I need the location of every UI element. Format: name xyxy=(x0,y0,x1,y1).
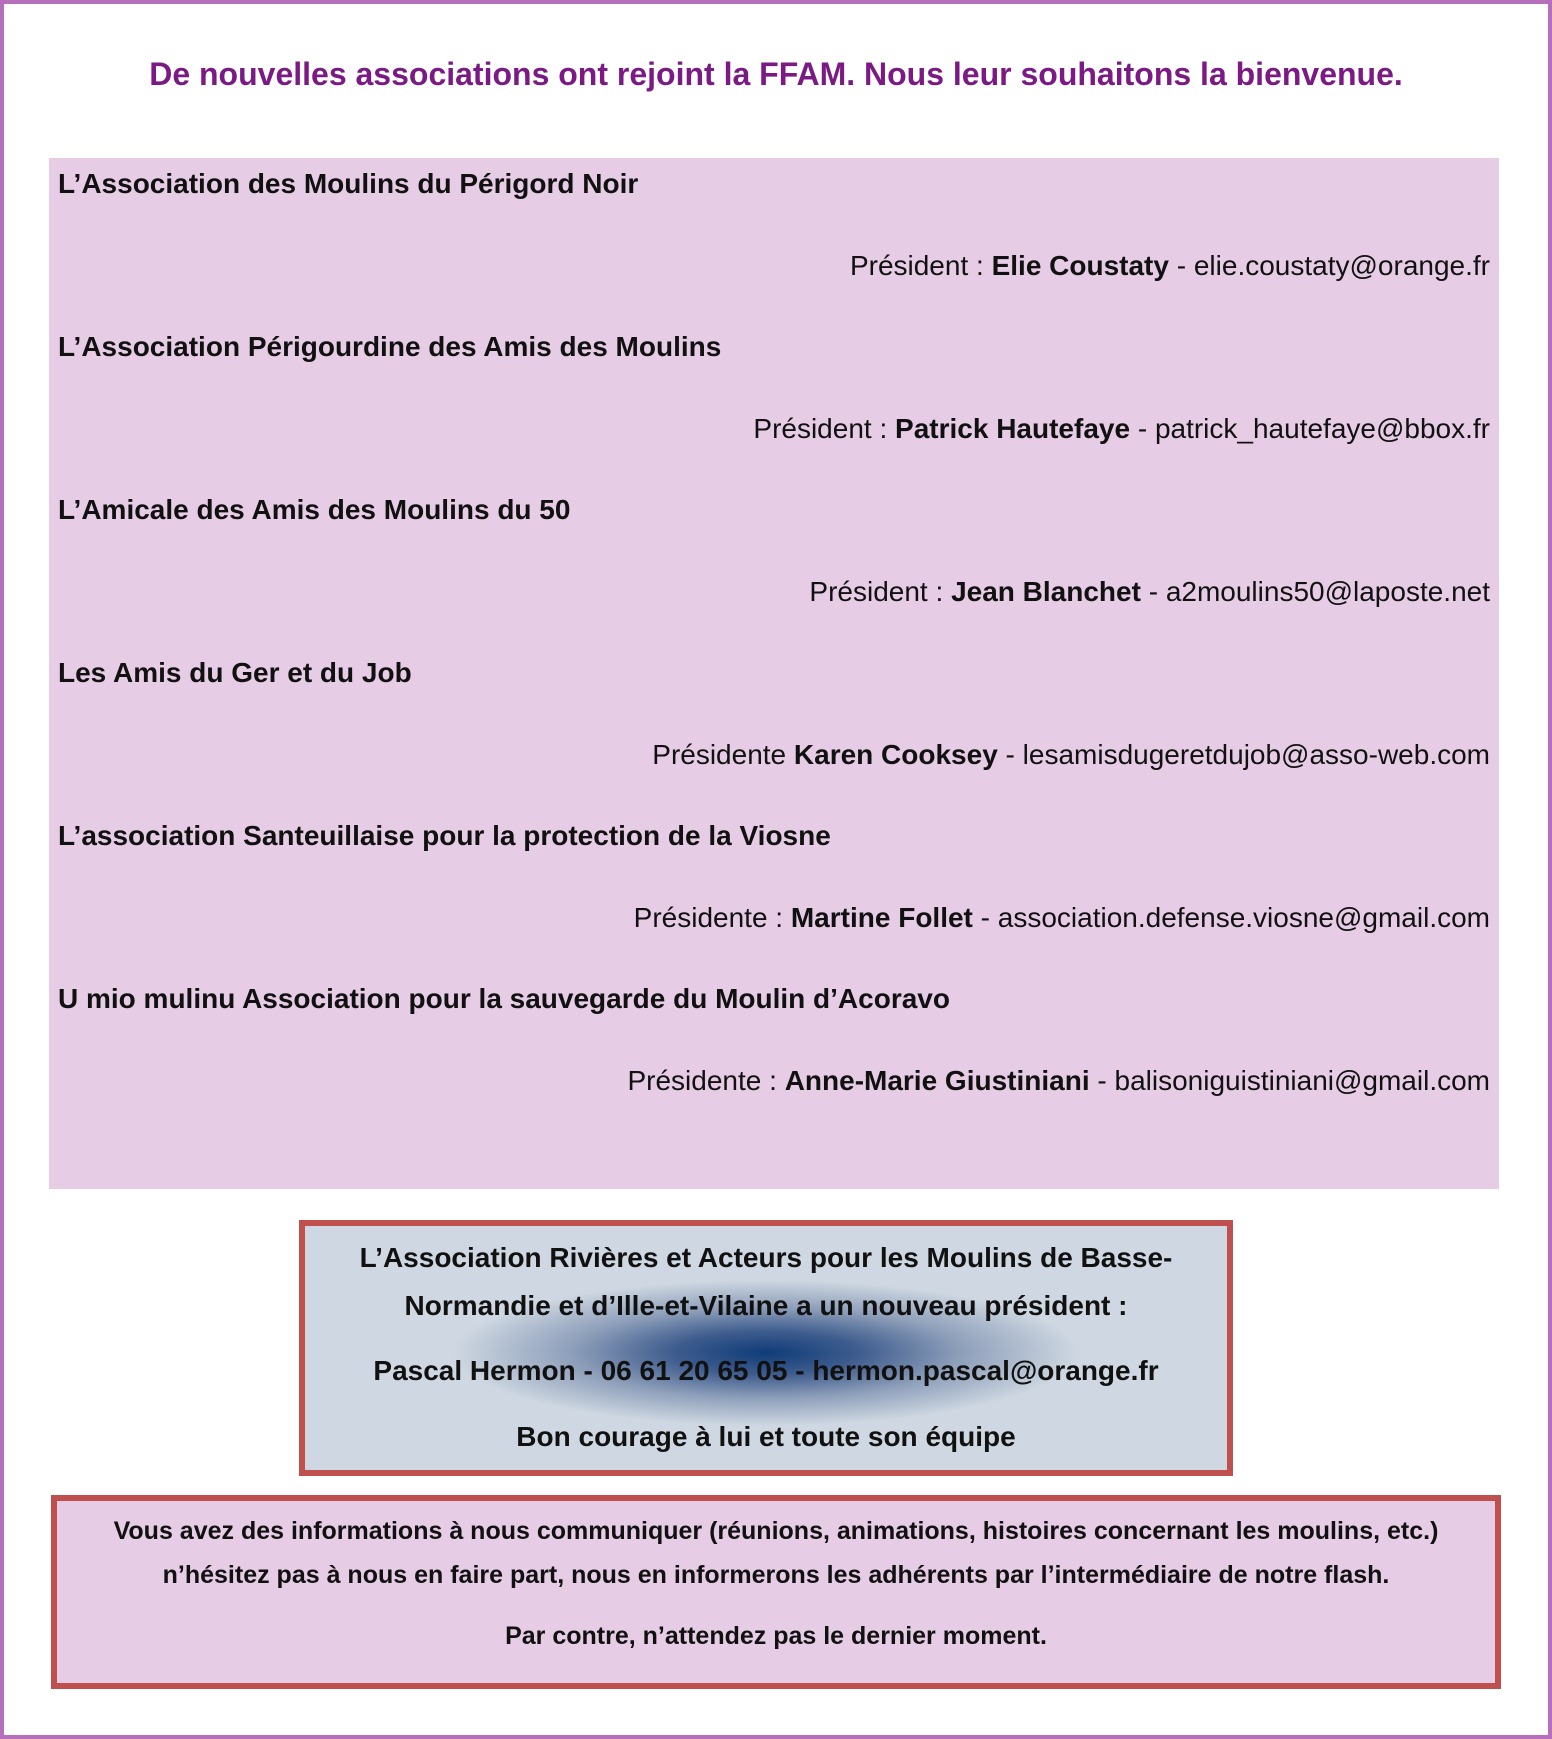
association-name: U mio mulinu Association pour la sauvegarde du Moulin d’Acoravo xyxy=(58,983,950,1014)
association-contact xyxy=(809,576,1490,608)
contact-separator: - xyxy=(1130,413,1155,444)
new-president-line: L’Association Rivières et Acteurs pour les Moulins de Basse- xyxy=(359,1242,1173,1273)
contact-separator: - xyxy=(997,739,1023,770)
contact-separator: - xyxy=(1140,576,1166,607)
contact-separator: - xyxy=(1168,250,1194,281)
president-name: Anne-Marie Giustiniani xyxy=(784,1065,1090,1096)
president-name: Jean Blanchet xyxy=(951,576,1141,607)
associations-panel xyxy=(49,158,1499,1189)
president-email[interactable]: balisoniguistiniani@gmail.com xyxy=(1114,1065,1490,1096)
president-name: Karen Cooksey xyxy=(793,739,998,770)
president-role: Présidente xyxy=(652,739,794,770)
president-name: Patrick Hautefaye xyxy=(895,413,1131,444)
headline: De nouvelles associations ont rejoint la FFAM. Nous leur souhaitons la bienvenue. xyxy=(149,56,1403,92)
president-email[interactable]: elie.coustaty@orange.fr xyxy=(1193,250,1490,281)
association-name: L’Association des Moulins du Périgord Noir xyxy=(58,168,639,199)
association-name: L’Amicale des Amis des Moulins du 50 xyxy=(58,494,571,525)
association-name: L’Association Périgourdine des Amis des Moulins xyxy=(58,331,722,362)
president-email[interactable]: patrick_hautefaye@bbox.fr xyxy=(1154,413,1490,444)
contact-separator: - xyxy=(972,902,998,933)
president-email[interactable]: a2moulins50@laposte.net xyxy=(1165,576,1490,607)
new-president-contact: Pascal Hermon - 06 61 20 65 05 - hermon.pascal@orange.fr xyxy=(373,1355,1159,1386)
info-line: Vous avez des informations à nous communiquer (réunions, animations, histoires concernant les moulins, etc.) xyxy=(113,1517,1439,1545)
association-contact xyxy=(652,739,1490,771)
new-president-box xyxy=(299,1220,1233,1476)
info-call-box xyxy=(51,1495,1501,1689)
president-name: Elie Coustaty xyxy=(991,250,1169,281)
president-role: Présidente : xyxy=(627,1065,785,1096)
president-name: Martine Follet xyxy=(790,902,973,933)
new-president-line: Normandie et d’Ille-et-Vilaine a un nouveau président : xyxy=(404,1290,1128,1321)
info-deadline-note: Par contre, n’attendez pas le dernier moment. xyxy=(505,1622,1047,1650)
president-email[interactable]: association.defense.viosne@gmail.com xyxy=(997,902,1490,933)
association-contact xyxy=(627,1065,1490,1097)
president-role: Président : xyxy=(809,576,952,607)
president-email[interactable]: lesamisdugeretdujob@asso-web.com xyxy=(1022,739,1490,770)
president-role: Président : xyxy=(753,413,896,444)
president-role: Président : xyxy=(849,250,992,281)
association-contact xyxy=(850,250,1490,282)
contact-separator: - xyxy=(1089,1065,1115,1096)
info-line: n’hésitez pas à nous en faire part, nous en informerons les adhérents par l’intermédiaire de notre flash. xyxy=(162,1561,1390,1589)
new-president-wishes: Bon courage à lui et toute son équipe xyxy=(516,1421,1016,1452)
association-name: Les Amis du Ger et du Job xyxy=(58,657,412,688)
president-role: Présidente : xyxy=(633,902,791,933)
association-contact xyxy=(634,902,1490,934)
association-contact xyxy=(753,413,1490,445)
association-name: L’association Santeuillaise pour la protection de la Viosne xyxy=(58,820,831,851)
